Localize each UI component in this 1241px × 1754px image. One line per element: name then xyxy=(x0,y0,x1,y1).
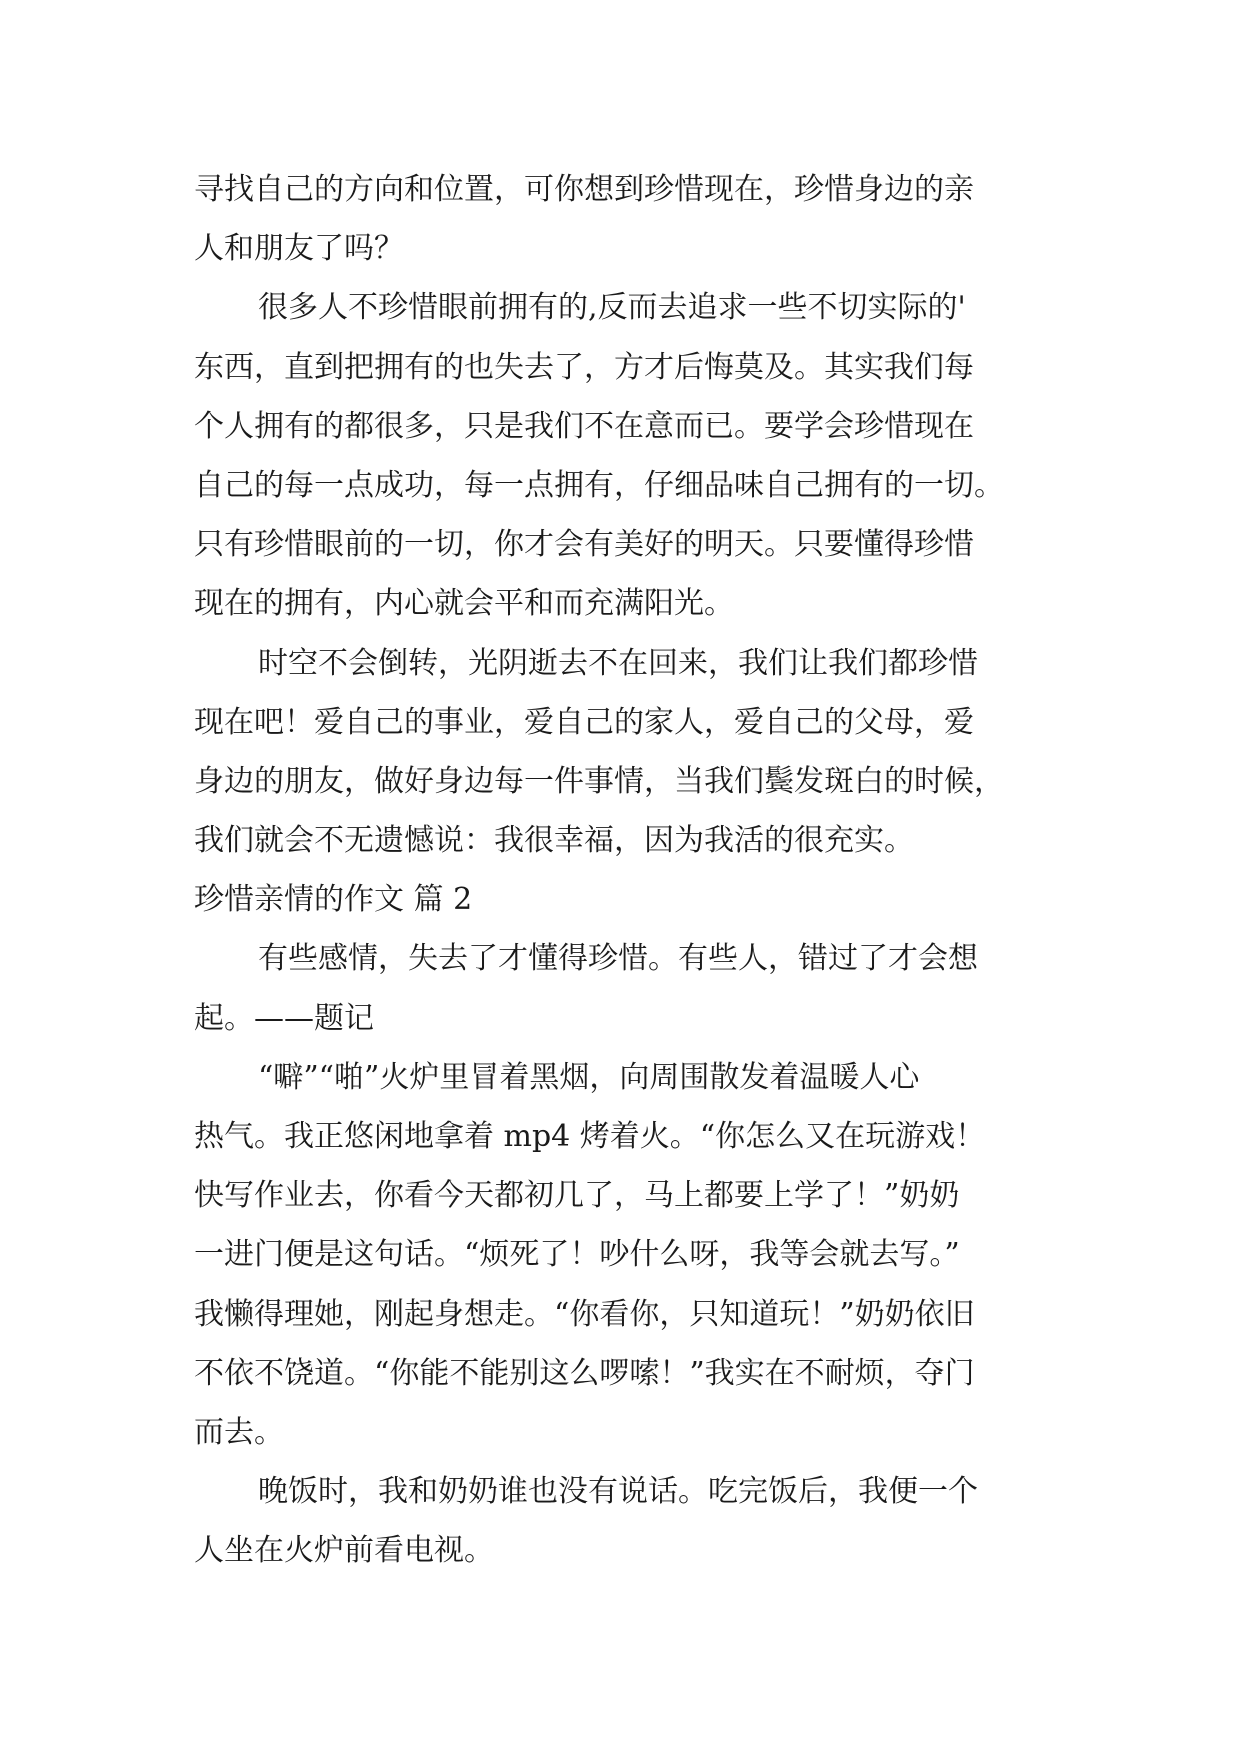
text-line: 热气。我正悠闲地拿着 mp4 烤着火。“你怎么又在玩游戏！ xyxy=(194,1119,986,1154)
text-line: 现在吧！爱自己的事业，爱自己的家人，爱自己的父母，爱 xyxy=(194,704,974,740)
text-line: 东西，直到把拥有的也失去了，方才后悔莫及。其实我们每 xyxy=(194,349,974,385)
text-line: 起。——题记 xyxy=(194,1000,374,1036)
text-line: “噼”“啪”火炉里冒着黑烟，向周围散发着温暖人心 xyxy=(258,1059,920,1095)
text-line: 人和朋友了吗？ xyxy=(194,231,404,267)
text-line: 人坐在火炉前看电视。 xyxy=(194,1533,494,1569)
text-line: 时空不会倒转，光阴逝去不在回来，我们让我们都珍惜 xyxy=(258,645,978,681)
text-line: 个人拥有的都很多，只是我们不在意而已。要学会珍惜现在 xyxy=(194,408,974,444)
text-line: 我懒得理她，刚起身想走。“你看你，只知道玩！”奶奶依旧 xyxy=(194,1296,975,1332)
document-body xyxy=(194,160,1054,1581)
text-line: 不依不饶道。“你能不能别这么啰嗦！”我实在不耐烦，夺门 xyxy=(194,1355,975,1391)
section-heading: 珍惜亲情的作文 篇 2 xyxy=(194,882,473,918)
text-line: 自己的每一点成功，每一点拥有，仔细品味自己拥有的一切。 xyxy=(194,467,1004,503)
text-line: 只有珍惜眼前的一切，你才会有美好的明天。只要懂得珍惜 xyxy=(194,527,974,563)
text-line: 身边的朋友，做好身边每一件事情，当我们鬓发斑白的时候， xyxy=(194,763,1004,799)
text-line: 现在的拥有，内心就会平和而充满阳光。 xyxy=(194,586,734,622)
text-line: 寻找自己的方向和位置，可你想到珍惜现在，珍惜身边的亲 xyxy=(194,172,974,207)
text-line: 晚饭时，我和奶奶谁也没有说话。吃完饭后，我便一个 xyxy=(258,1474,978,1510)
text-line: 有些感情，失去了才懂得珍惜。有些人，错过了才会想 xyxy=(258,941,978,977)
text-line: 而去。 xyxy=(194,1414,284,1450)
text-line: 一进门便是这句话。“烦死了！吵什么呀，我等会就去写。” xyxy=(194,1237,960,1273)
text-line: 快写作业去，你看今天都初几了，马上都要上学了！”奶奶 xyxy=(194,1178,960,1214)
text-line: 很多人不珍惜眼前拥有的,反而去追求一些不切实际的' xyxy=(258,290,966,326)
text-line: 我们就会不无遗憾说：我很幸福，因为我活的很充实。 xyxy=(194,823,914,859)
